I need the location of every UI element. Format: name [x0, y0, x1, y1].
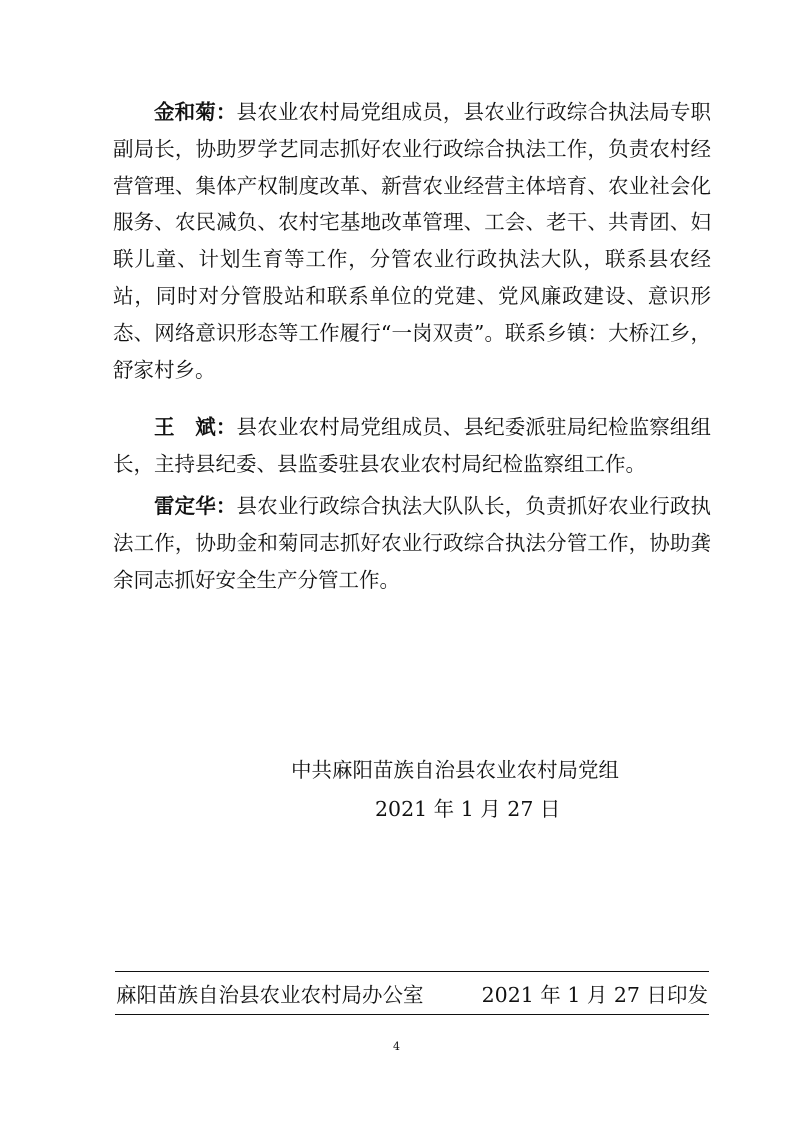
entry-name: 金和菊：: [154, 100, 237, 124]
footer-rule-bottom: [115, 1014, 709, 1015]
signature-date: 2021 年 1 月 27 日: [375, 797, 561, 821]
page-number: 4: [393, 1040, 400, 1053]
entry-name: 雷定华：: [154, 494, 237, 518]
signature-organization: 中共麻阳苗族自治县农业农村局党组: [291, 758, 619, 782]
entry-name: 王 斌：: [154, 415, 237, 439]
footer-print-date: 2021 年 1 月 27 日印发: [481, 983, 708, 1007]
entry-text: 县农业农村局党组成员、县纪委派驻局纪检监察组组长，主持县纪委、县监委驻县农业农村局纪检监察组工作。: [113, 415, 712, 476]
footer-rule-top: [115, 971, 709, 972]
entry-lei-dinghua: [113, 488, 711, 598]
entry-wang-bin: [113, 409, 711, 483]
entry-text: 县农业行政综合执法大队队长，负责抓好农业行政执法工作，协助金和菊同志抓好农业行政综合执法分管工作，协助龚余同志抓好安全生产分管工作。: [113, 494, 712, 592]
footer-office: 麻阳苗族自治县农业农村局办公室: [116, 983, 424, 1007]
entry-jin-heju: [113, 94, 711, 388]
entry-text: 县农业农村局党组成员，县农业行政综合执法局专职副局长，协助罗学艺同志抓好农业行政综合执法工作，负责农村经营管理、集体产权制度改革、新营农业经营主体培育、农业社会化服务、农民减负、农村宅基地改革管理、工会、老干、共青团、妇联儿童、计划生育等工作，分管农业行政执法大队，联系县农经站，同时对分管股站和联系单位的党建、党风廉政建设、意识形态、网络意识形态等工作履行“一岗双责”。联系乡镇：大桥江乡，舒家村乡。: [113, 100, 712, 382]
